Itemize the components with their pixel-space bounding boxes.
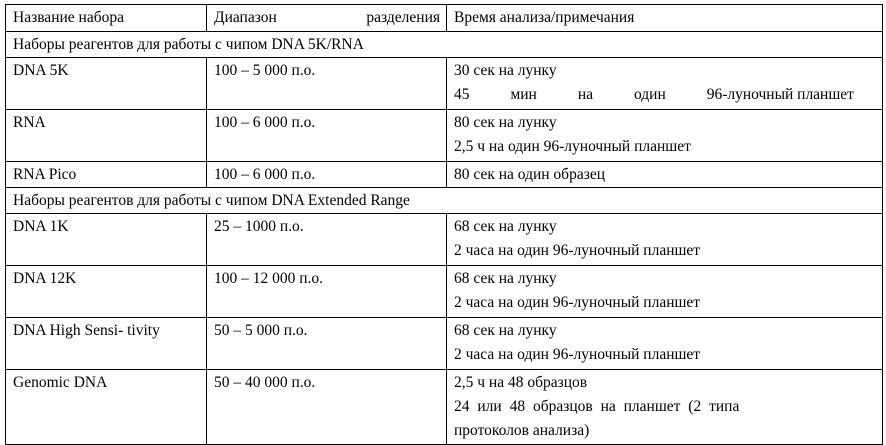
table-row <box>6 214 883 266</box>
note-line: протоколов анализа) <box>454 422 590 439</box>
section-title: Наборы реагентов для работы с чипом DNA Extended Range <box>6 188 883 214</box>
note-line: 2,5 ч на 48 образцов <box>454 374 588 391</box>
kit-name-cell: DNA 12K <box>6 266 207 318</box>
note-line-justified <box>454 83 854 107</box>
note-line: 30 сек на лунку <box>454 62 557 79</box>
table-header-row <box>6 5 883 32</box>
header-range-word-1: Диапазон <box>214 9 277 26</box>
range-cell: 50 – 5 000 п.о. <box>207 318 447 370</box>
note-line: 80 сек на лунку <box>454 114 557 131</box>
section-row-dna-extended-range <box>6 188 883 214</box>
note-line: 68 сек на лунку <box>454 322 557 339</box>
notes-cell <box>447 110 883 162</box>
range-cell: 100 – 5 000 п.о. <box>207 58 447 110</box>
range-cell: 50 – 40 000 п.о. <box>207 370 447 445</box>
note-line: 2 часа на один 96-луночный планшет <box>454 346 701 363</box>
notes-cell <box>447 370 883 445</box>
header-separation-range <box>207 5 447 32</box>
range-cell: 25 – 1000 п.о. <box>207 214 447 266</box>
table-row <box>6 318 883 370</box>
kit-name-cell: RNA <box>6 110 207 162</box>
notes-cell <box>447 58 883 110</box>
section-row-dna5k-rna <box>6 32 883 58</box>
note-word: мин <box>510 86 537 103</box>
note-word: один <box>633 86 666 103</box>
table-row <box>6 266 883 318</box>
range-cell: 100 – 6 000 п.о. <box>207 110 447 162</box>
table-row <box>6 370 883 445</box>
table-row <box>6 110 883 162</box>
reagent-kits-table <box>5 4 883 445</box>
section-title: Наборы реагентов для работы с чипом DNA 5K/RNA <box>6 32 883 58</box>
kit-name-cell: RNA Pico <box>6 162 207 188</box>
notes-cell <box>447 214 883 266</box>
table-row <box>6 58 883 110</box>
note-line: 2,5 ч на один 96-луночный планшет <box>454 138 691 155</box>
note-line: 68 сек на лунку <box>454 218 557 235</box>
note-line: 2 часа на один 96-луночный планшет <box>454 294 701 311</box>
notes-cell <box>447 162 883 188</box>
kit-name-cell: DNA 1K <box>6 214 207 266</box>
note-line: 2 часа на один 96-луночный планшет <box>454 242 701 259</box>
range-cell: 100 – 12 000 п.о. <box>207 266 447 318</box>
notes-cell <box>447 266 883 318</box>
note-line: 80 сек на один образец <box>454 166 605 183</box>
note-word: на <box>577 86 593 103</box>
kit-name-cell: Genomic DNA <box>6 370 207 445</box>
kit-name-cell: DNA 5K <box>6 58 207 110</box>
note-line: 68 сек на лунку <box>454 270 557 287</box>
table-row <box>6 162 883 188</box>
notes-cell <box>447 318 883 370</box>
header-analysis-time: Время анализа/примечания <box>447 5 883 32</box>
kit-name-cell: DNA High Sensi- tivity <box>6 318 207 370</box>
note-word: 45 <box>454 86 470 103</box>
header-range-word-2: разделения <box>366 9 440 26</box>
note-line: 24 или 48 образцов на планшет (2 типа <box>454 398 740 415</box>
note-word: 96-луночный планшет <box>706 86 854 103</box>
header-kit-name: Название набора <box>6 5 207 32</box>
range-cell: 100 – 6 000 п.о. <box>207 162 447 188</box>
